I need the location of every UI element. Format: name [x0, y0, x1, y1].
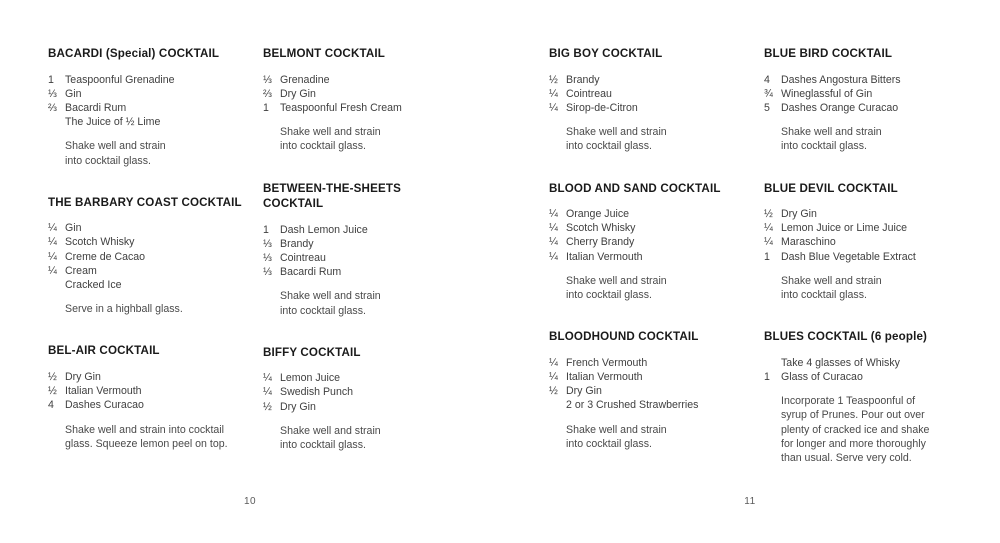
ingredient-row	[764, 101, 969, 115]
ingredient-name: Cointreau	[280, 251, 326, 264]
ingredient-list	[263, 223, 468, 280]
ingredient-list	[549, 73, 754, 116]
page-number-right: 11	[744, 496, 756, 507]
ingredient-name: Dry Gin	[566, 385, 602, 398]
recipe-blues	[764, 329, 969, 465]
ingredient-quantity: ⅓	[48, 87, 57, 100]
ingredient-row	[764, 370, 969, 384]
ingredient-name: Dashes Angostura Bitters	[781, 73, 901, 86]
recipe-belmont	[263, 46, 468, 154]
ingredient-quantity: 4	[48, 399, 54, 412]
ingredient-quantity: ½	[263, 400, 272, 413]
ingredient-quantity: ¼	[549, 208, 558, 221]
ingredient-name: Dashes Orange Curacao	[781, 101, 899, 114]
ingredient-row	[549, 207, 754, 221]
recipe-instruction: Shake well and strain into cocktail glass.	[280, 424, 381, 452]
ingredient-name: Teaspoonful Grenadine	[65, 73, 175, 86]
recipe-title: BACARDI (Special) COCKTAIL	[48, 47, 220, 60]
ingredient-name: 2 or 3 Crushed Strawberries	[566, 399, 699, 412]
column-2	[263, 46, 468, 452]
ingredient-row	[263, 87, 468, 101]
ingredient-quantity: ¼	[764, 236, 773, 249]
ingredient-name: Scotch Whisky	[566, 222, 636, 235]
recipe-instruction: Shake well and strain into cocktail glass.	[566, 274, 667, 302]
recipe-between-the-sheets	[263, 181, 468, 318]
ingredient-list	[764, 73, 969, 116]
ingredient-row	[48, 370, 253, 384]
ingredient-name: Gin	[65, 222, 82, 235]
ingredient-row	[48, 87, 253, 101]
ingredient-name: Creme de Cacao	[65, 250, 146, 263]
ingredient-list	[764, 207, 969, 264]
ingredient-quantity: ⅓	[263, 73, 272, 86]
ingredient-quantity: ¼	[764, 222, 773, 235]
ingredient-name: Grenadine	[280, 73, 330, 86]
ingredient-row	[549, 356, 754, 370]
ingredient-name: Orange Juice	[566, 208, 630, 221]
ingredient-name: Italian Vermouth	[65, 385, 142, 398]
ingredient-quantity: ¼	[263, 386, 272, 399]
ingredient-quantity: ¼	[549, 370, 558, 383]
ingredient-name: Brandy	[566, 73, 600, 86]
ingredient-quantity: ¼	[263, 372, 272, 385]
recipe-title: BLUE BIRD COCKTAIL	[764, 47, 893, 60]
recipe-title: BLOODHOUND COCKTAIL	[549, 330, 699, 344]
recipe-instruction: Shake well and strain into cocktail glass. Squeeze lemon peel on top.	[65, 423, 228, 450]
ingredient-list	[263, 371, 468, 414]
ingredient-quantity: 1	[764, 370, 770, 383]
recipe-instruction: Serve in a highball glass.	[65, 303, 183, 316]
ingredient-quantity: ⅓	[263, 251, 272, 264]
ingredient-list	[263, 73, 468, 116]
ingredient-name: Dry Gin	[65, 370, 101, 383]
recipe-title: BLUE DEVIL COCKTAIL	[764, 181, 898, 195]
ingredient-row	[48, 278, 253, 292]
ingredient-row	[764, 207, 969, 221]
ingredient-row	[549, 87, 754, 101]
recipe-bel-air	[48, 343, 253, 451]
recipe-blue-bird	[764, 46, 969, 154]
ingredient-list	[48, 221, 253, 292]
ingredient-row	[48, 221, 253, 235]
ingredient-row	[549, 398, 754, 412]
ingredient-list	[48, 370, 253, 413]
recipe-barbary-coast	[48, 195, 253, 317]
ingredient-name: Dry Gin	[280, 400, 316, 413]
ingredient-row	[764, 235, 969, 249]
column-4	[764, 46, 969, 465]
ingredient-row	[764, 250, 969, 264]
page-right	[500, 0, 1000, 543]
ingredient-name: Bacardi Rum	[65, 101, 127, 114]
ingredient-row	[263, 251, 468, 265]
ingredient-quantity: ½	[48, 385, 57, 398]
ingredient-name: Dash Lemon Juice	[280, 223, 368, 236]
ingredient-name: Glass of Curacao	[781, 370, 863, 383]
ingredient-name: Cointreau	[566, 87, 612, 100]
ingredient-row	[48, 101, 253, 115]
ingredient-row	[48, 384, 253, 398]
ingredient-name: Wineglassful of Gin	[781, 87, 873, 100]
recipe-big-boy	[549, 46, 754, 154]
recipe-instruction: Shake well and strain into cocktail glass.	[566, 126, 667, 153]
ingredient-row	[48, 250, 253, 264]
ingredient-row	[549, 73, 754, 87]
recipe-blue-devil	[764, 181, 969, 303]
recipe-title: BIG BOY COCKTAIL	[549, 47, 663, 60]
ingredient-row	[764, 87, 969, 101]
ingredient-list	[764, 356, 969, 384]
ingredient-row	[263, 265, 468, 279]
ingredient-quantity: ⅔	[263, 87, 272, 100]
ingredient-name: Maraschino	[781, 236, 836, 249]
ingredient-quantity: ¼	[48, 250, 57, 263]
ingredient-quantity: ¼	[48, 264, 57, 277]
ingredient-name: Teaspoonful Fresh Cream	[280, 101, 402, 114]
ingredient-name: Cream	[65, 264, 97, 277]
recipe-title: BLOOD AND SAND COCKTAIL	[549, 181, 721, 195]
ingredient-row	[48, 264, 253, 278]
ingredient-name: Dry Gin	[781, 208, 817, 221]
ingredient-quantity: ¼	[549, 87, 558, 100]
recipe-title: BLUES COCKTAIL (6 people)	[764, 330, 928, 344]
ingredient-row	[549, 101, 754, 115]
ingredient-row	[263, 73, 468, 87]
ingredient-name: Italian Vermouth	[566, 370, 643, 383]
ingredient-row	[263, 385, 468, 399]
ingredient-row	[764, 73, 969, 87]
ingredient-row	[48, 73, 253, 87]
ingredient-name: Scotch Whisky	[65, 236, 135, 249]
ingredient-quantity: 1	[263, 223, 269, 236]
ingredient-row	[549, 370, 754, 384]
ingredient-quantity: ⅔	[48, 101, 57, 114]
ingredient-quantity: ¼	[549, 236, 558, 249]
ingredient-row	[48, 235, 253, 249]
ingredient-row	[263, 237, 468, 251]
recipe-blood-and-sand	[549, 181, 754, 303]
recipe-bloodhound	[549, 329, 754, 451]
page-right-columns	[500, 46, 1000, 465]
ingredient-name: French Vermouth	[566, 356, 648, 369]
recipe-instruction: Incorporate 1 Teaspoonful of syrup of Prunes. Pour out over plenty of cracked ice and shake for longer and more thoroughly than usual. Serve very cold.	[781, 395, 930, 464]
ingredient-quantity: ¼	[549, 356, 558, 369]
ingredient-name: Italian Vermouth	[566, 250, 643, 263]
ingredient-quantity: 1	[263, 101, 269, 114]
ingredient-quantity: 1	[48, 73, 54, 86]
ingredient-row	[549, 384, 754, 398]
ingredient-name: The Juice of ½ Lime	[65, 116, 161, 129]
recipe-bacardi-special	[48, 46, 253, 168]
ingredient-quantity: ⅓	[263, 237, 272, 250]
ingredient-name: Take 4 glasses of Whisky	[781, 356, 900, 369]
ingredient-row	[263, 223, 468, 237]
ingredient-row	[764, 221, 969, 235]
ingredient-name: Swedish Punch	[280, 386, 354, 399]
ingredient-quantity: ¼	[48, 236, 57, 249]
ingredient-name: Brandy	[280, 237, 314, 250]
ingredient-quantity: ¼	[549, 250, 558, 263]
recipe-title: BIFFY COCKTAIL	[263, 345, 361, 359]
column-1	[48, 46, 253, 452]
ingredient-quantity: 5	[764, 101, 770, 114]
ingredient-row	[263, 371, 468, 385]
recipe-title: BEL-AIR COCKTAIL	[48, 344, 160, 358]
ingredient-quantity: ¼	[549, 222, 558, 235]
recipe-instruction: Shake well and strain into cocktail glass.	[280, 290, 381, 317]
ingredient-name: Dashes Curacao	[65, 399, 144, 412]
ingredient-name: Dash Blue Vegetable Extract	[781, 250, 916, 263]
ingredient-quantity: ¼	[549, 101, 558, 114]
ingredient-quantity: ¼	[48, 222, 57, 235]
ingredient-quantity: ½	[549, 73, 558, 86]
page-number-left: 10	[243, 496, 257, 507]
column-3	[549, 46, 754, 465]
ingredient-row	[549, 221, 754, 235]
recipe-instruction: Shake well and strain into cocktail glass.	[65, 140, 166, 167]
ingredient-row	[263, 400, 468, 414]
ingredient-row	[549, 250, 754, 264]
recipe-title: BELMONT COCKTAIL	[263, 47, 385, 60]
page-left-columns	[0, 46, 500, 452]
recipe-instruction: Shake well and strain into cocktail glass.	[781, 126, 882, 153]
ingredient-quantity: 1	[764, 250, 770, 263]
recipe-biffy	[263, 345, 468, 453]
recipe-title: THE BARBARY COAST COCKTAIL	[48, 195, 242, 209]
ingredient-quantity: ½	[764, 208, 773, 221]
ingredient-list	[549, 356, 754, 413]
recipe-title: BETWEEN-THE-SHEETS COCKTAIL	[263, 181, 401, 211]
ingredient-name: Gin	[65, 87, 82, 100]
ingredient-name: Sirop-de-Citron	[566, 101, 638, 114]
recipe-instruction: Shake well and strain into cocktail glass.	[280, 126, 381, 153]
ingredient-name: Bacardi Rum	[280, 266, 342, 279]
ingredient-row	[48, 398, 253, 412]
recipe-instruction: Shake well and strain into cocktail glass.	[781, 274, 882, 302]
ingredient-name: Cracked Ice	[65, 279, 122, 292]
ingredient-quantity: ½	[48, 370, 57, 383]
ingredient-row	[549, 235, 754, 249]
ingredient-quantity: ½	[549, 385, 558, 398]
ingredient-list	[48, 73, 253, 130]
ingredient-row	[263, 101, 468, 115]
ingredient-name: Dry Gin	[280, 87, 316, 100]
ingredient-list	[549, 207, 754, 264]
ingredient-quantity: 4	[764, 73, 770, 86]
ingredient-quantity: ⅓	[263, 266, 272, 279]
ingredient-name: Lemon Juice	[280, 372, 341, 385]
ingredient-row	[764, 356, 969, 370]
ingredient-row	[48, 115, 253, 129]
ingredient-name: Lemon Juice or Lime Juice	[781, 222, 908, 235]
ingredient-quantity: ¾	[764, 87, 773, 100]
recipe-instruction: Shake well and strain into cocktail glass.	[566, 423, 667, 450]
ingredient-name: Cherry Brandy	[566, 236, 635, 249]
